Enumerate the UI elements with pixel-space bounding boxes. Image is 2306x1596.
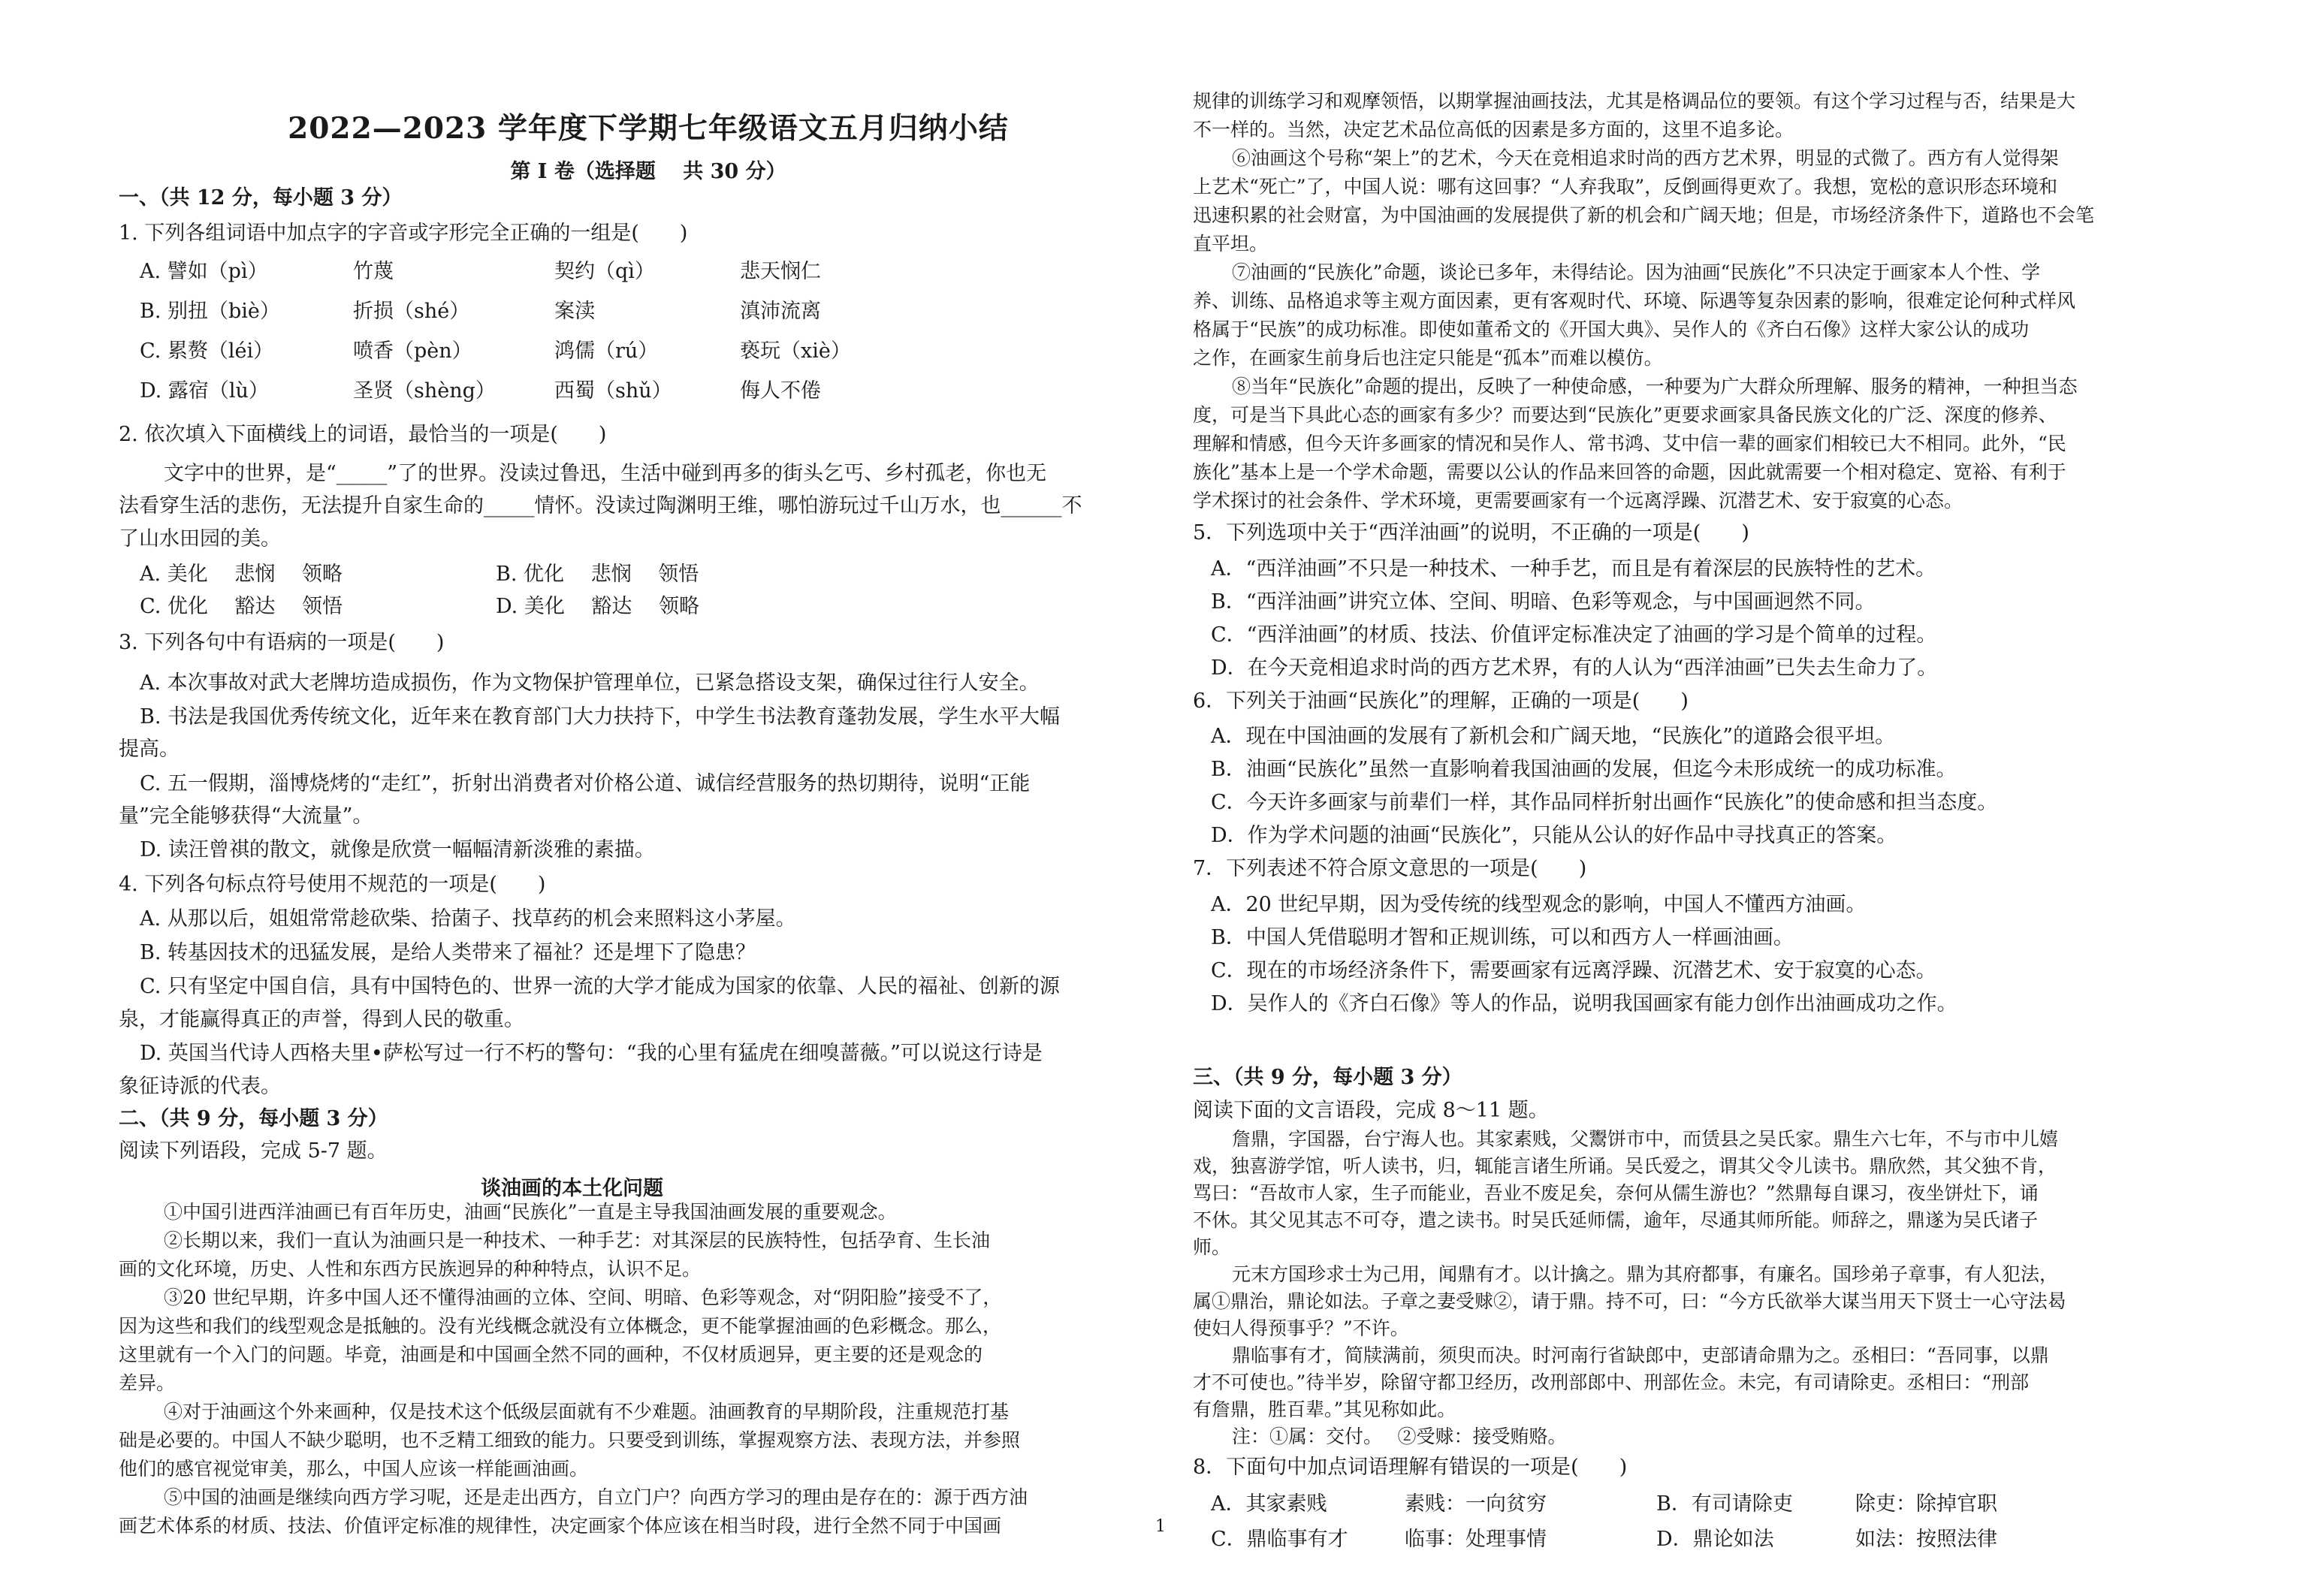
q8-option-a-meaning: 素贱：一向贫穷 (1405, 1492, 1547, 1516)
q8-option-a: A．其家素贱 (1211, 1492, 1327, 1516)
q4-option-c-line-1: C. 只有坚定中国自信，具有中国特色的、世界一流的大学才能成为国家的依靠、人民的福祉、创新的源 (140, 975, 1060, 998)
q3-option-d: D. 读汪曾祺的散文，就像是欣赏一幅幅清新淡雅的素描。 (140, 838, 655, 861)
q4-option-d-line-2: 象征诗派的代表。 (119, 1075, 281, 1098)
q8-option-d-meaning: 如法：按照法律 (1855, 1528, 1997, 1551)
question-5: 5．下列选项中关于“西洋油画”的说明，不正确的一项是( ) (1193, 521, 1749, 545)
q5-option-a: A．“西洋油画”不只是一种技术、一种手艺，而且是有着深层的民族特性的艺术。 (1211, 557, 1936, 581)
q1-option-b-2: 折损（shé） (353, 300, 470, 323)
q4-option-a: A. 从那以后，姐姐常常趁砍柴、拾菌子、找草药的机会来照料这小茅屋。 (140, 907, 796, 931)
passage-line: 师。 (1193, 1236, 1231, 1258)
footnote: 注：①属：交付。 ②受赇：接受贿赂。 (1232, 1426, 1567, 1447)
section-2-heading: 二、（共 9 分，每小题 3 分） (119, 1107, 388, 1130)
passage-line: 戏，独喜游学馆，听人读书，归，辄能言诸生所诵。吴氏爱之，谓其父令儿读书。鼎欣然，其父独不肯， (1193, 1155, 2057, 1177)
article-line: 直平坦。 (1193, 233, 1269, 255)
q1-option-d-3: 西蜀（shǔ） (554, 379, 672, 403)
q1-option-d-2: 圣贤（shèng） (353, 379, 496, 403)
q8-option-d: D．鼎论如法 (1656, 1528, 1774, 1551)
article-line: 学术探讨的社会条件、学术环境，更需要画家有一个远离浮躁、沉潜艺术、安于寂寞的心态。 (1193, 490, 1963, 511)
q4-option-d-line-1: D. 英国当代诗人西格夫里•萨松写过一行不朽的警句：“我的心里有猛虎在细嗅蔷薇。”可以说这行诗是 (140, 1042, 1043, 1065)
q3-option-b-line-1: B. 书法是我国优秀传统文化，近年来在教育部门大力扶持下，中学生书法教育蓬勃发展，学生水平大幅 (140, 705, 1061, 729)
q1-option-b-3: 案渎 (554, 300, 595, 323)
article-line: 迅速积累的社会财富，为中国油画的发展提供了新的机会和广阔天地；但是，市场经济条件下，道路也不会笔 (1193, 204, 2095, 226)
article-line: 度，可是当下具此心态的画家有多少？而要达到“民族化”更要求画家具备民族文化的广泛、深度的修养、 (1193, 404, 2057, 426)
q6-option-b: B．油画“民族化”虽然一直影响着我国油画的发展，但迄今未形成统一的成功标准。 (1211, 758, 1957, 781)
article-line: 养、训练、品格追求等主观方面因素，更有客观时代、环境、际遇等复杂因素的影响，很难定论何种式样风 (1193, 290, 2076, 312)
question-7: 7．下列表述不符合原文意思的一项是( ) (1193, 857, 1587, 880)
q2-option-a: A. 美化 悲悯 领略 (140, 563, 343, 586)
q1-option-a-2: 竹蔑 (353, 260, 394, 283)
q4-option-b: B. 转基因技术的迅猛发展，是给人类带来了福祉？还是埋下了隐患？ (140, 941, 756, 964)
article-line: 他们的感官视觉审美，那么，中国人应该一样能画油画。 (119, 1458, 589, 1480)
q3-option-a: A. 本次事故对武大老牌坊造成损伤，作为文物保护管理单位，已紧急搭设支架，确保过往行人安全。 (140, 671, 1040, 695)
article-line: ⑤中国的油画是继续向西方学习呢，还是走出西方，自立门户？向西方学习的理由是存在的：源于西方油 (164, 1486, 1028, 1508)
q2-option-b: B. 优化 悲悯 领悟 (496, 563, 699, 586)
article-line: 上艺术“死亡”了，中国人说：哪有这回事？“人弃我取”，反倒画得更欢了。我想，宽松的意识形态环境和 (1193, 176, 2058, 198)
passage-line: 才不可使也。”待半岁，除留守都卫经历，改刑部郎中、刑部佐佥。未完，有司请除吏。丞相曰：“刑部 (1193, 1371, 2030, 1393)
article-line: 础是必要的。中国人不缺少聪明，也不乏精工细致的能力。只要受到训练，掌握观察方法、表现方法，并参照 (119, 1429, 1021, 1451)
q1-option-c-2: 喷香（pèn） (353, 339, 472, 363)
q1-option-b-1: B. 别扭（biè） (140, 300, 280, 323)
page-number: 1 (1155, 1517, 1166, 1536)
article-line: 不一样的。当然，决定艺术品位高低的因素是多方面的，这里不追多论。 (1193, 119, 1794, 140)
passage-line: 鼎临事有才，简牍满前，须臾而决。时河南行省缺郎中，吏部请命鼎为之。丞相曰：“吾同事，以鼎 (1232, 1344, 2049, 1366)
article-line: ③20 世纪早期，许多中国人还不懂得油画的立体、空间、明暗、色彩等观念，对“阴阳脸”接受不了， (164, 1287, 1002, 1308)
question-3: 3. 下列各句中有语病的一项是( ) (119, 631, 445, 654)
q6-option-d: D．作为学术问题的油画“民族化”，只能从公认的好作品中寻找真正的答案。 (1211, 824, 1897, 847)
article-line: 画艺术体系的材质、技法、价值评定标准的规律性，决定画家个体应该在相当时段，进行全然不同于中国画 (119, 1515, 1002, 1537)
question-8: 8．下面句中加点词语理解有错误的一项是( ) (1193, 1456, 1628, 1479)
reading-instruction-2: 阅读下列语段，完成 5-7 题。 (119, 1139, 388, 1163)
page-title: 2022—2023 学年度下学期七年级语文五月归纳小结 (288, 111, 1009, 146)
q1-option-d-4: 侮人不倦 (740, 379, 821, 403)
question-2: 2. 依次填入下面横线上的词语，最恰当的一项是( ) (119, 423, 607, 446)
q1-option-d-1: D. 露宿（lù） (140, 379, 269, 403)
article-title: 谈油画的本土化问题 (481, 1177, 663, 1200)
question-4: 4. 下列各句标点符号使用不规范的一项是( ) (119, 873, 546, 896)
passage-line: 使妇人得预事乎？”不许。 (1193, 1317, 1409, 1339)
q5-option-c: C．“西洋油画”的材质、技法、价值评定标准决定了油画的学习是个简单的过程。 (1211, 623, 1937, 647)
q7-option-c: C．现在的市场经济条件下，需要画家有远离浮躁、沉潜艺术、安于寂寞的心态。 (1211, 959, 1936, 982)
q1-option-b-4: 滇沛流离 (740, 300, 821, 323)
q1-option-a-1: A. 譬如（pì） (140, 260, 268, 283)
article-line: 画的文化环境，历史、人性和东西方民族迥异的种种特点，认识不足。 (119, 1258, 702, 1280)
q8-option-b-meaning: 除吏：除掉官职 (1855, 1492, 1997, 1516)
q8-option-c: C．鼎临事有才 (1211, 1528, 1348, 1551)
section-1-heading: 一、（共 12 分，每小题 3 分） (119, 186, 403, 210)
article-line: 格属于“民族”的成功标准。即使如董希文的《开国大典》、吴作人的《齐白石像》这样大家公认的成功 (1193, 318, 2030, 340)
q3-option-b-line-2: 提高。 (119, 738, 180, 761)
q7-option-a: A．20 世纪早期，因为受传统的线型观念的影响，中国人不懂西方油画。 (1211, 893, 1867, 916)
article-line: 之作，在画家生前身后也注定只能是“孤本”而难以模仿。 (1193, 347, 1663, 369)
article-line: ②长期以来，我们一直认为油画只是一种技术、一种手艺：对其深层的民族特性，包括孕育、生长油 (164, 1229, 991, 1251)
passage-line: 詹鼎，字国器，台宁海人也。其家素贱，父鬻饼市中，而赁县之吴氏家。鼎生六七年，不与市中儿嬉 (1232, 1128, 2059, 1150)
q1-option-a-3: 契约（qì） (554, 260, 655, 283)
question-6: 6．下列关于油画“民族化”的理解，正确的一项是( ) (1193, 689, 1689, 713)
article-line: ⑥油画这个号称“架上”的艺术，今天在竞相追求时尚的西方艺术界，明显的式微了。西方有人觉得架 (1232, 147, 2059, 169)
q1-option-c-1: C. 累赘（léi） (140, 339, 274, 363)
q8-option-b: B．有司请除吏 (1656, 1492, 1793, 1516)
q5-option-b: B．“西洋油画”讲究立体、空间、明暗、色彩等观念，与中国画迥然不同。 (1211, 590, 1876, 614)
q5-option-d: D．在今天竞相追求时尚的西方艺术界，有的人认为“西洋油画”已失去生命力了。 (1211, 656, 1938, 680)
reading-instruction-3: 阅读下面的文言语段，完成 8～11 题。 (1193, 1099, 1549, 1122)
passage-line: 不休。其父见其志不可夺，遣之读书。时吴氏延师儒，逾年，尽通其师所能。师辞之，鼎遂为吴氏诸子 (1193, 1209, 2039, 1231)
q2-text-line-1: 文字中的世界，是“_____”了的世界。没读过鲁迅，生活中碰到再多的街头乞丐、乡村孤老，你也无 (164, 462, 1047, 485)
passage-line: 骂曰：“吾故市人家，生子而能业，吾业不废足矣，奈何从儒生游也？”然鼎每自课习，夜坐饼灶下，诵 (1193, 1182, 2039, 1204)
article-line: 理解和情感，但今天许多画家的情况和吴作人、常书鸿、艾中信一辈的画家们相较已大不相同。此外，“民 (1193, 433, 2066, 454)
passage-line: 属①鼎治，鼎论如法。子章之妻受赇②，请于鼎。持不可，曰：“今方氏欲举大谋当用天下贤士一心守法曷 (1193, 1290, 2066, 1312)
article-line: 这里就有一个入门的问题。毕竟，油画是和中国画全然不同的画种，不仅材质迥异，更主要的还是观念的 (119, 1344, 983, 1365)
article-line: 族化”基本上是一个学术命题，需要以公认的作品来回答的命题，因此就需要一个相对稳定、宽裕、有利于 (1193, 461, 2066, 483)
article-line: ④对于油画这个外来画种，仅是技术这个低级层面就有不少难题。油画教育的早期阶段，注重规范打基 (164, 1401, 1010, 1423)
q7-option-b: B．中国人凭借聪明才智和正规训练，可以和西方人一样画油画。 (1211, 926, 1794, 949)
q2-text-line-3: 了山水田园的美。 (119, 527, 281, 551)
q2-text-line-2: 法看穿生活的悲伤，无法提升自家生命的_____情怀。没读过陶渊明王维，哪怕游玩过千山万水，也______不 (119, 494, 1082, 517)
q2-option-d: D. 美化 豁达 领略 (496, 595, 700, 618)
q8-option-c-meaning: 临事：处理事情 (1405, 1528, 1547, 1551)
q6-option-c: C．今天许多画家与前辈们一样，其作品同样折射出画作“民族化”的使命感和担当态度。 (1211, 791, 1998, 814)
q1-option-c-3: 鸿儒（rú） (554, 339, 659, 363)
q7-option-d: D．吴作人的《齐白石像》等人的作品，说明我国画家有能力创作出油画成功之作。 (1211, 992, 1957, 1015)
q4-option-c-line-2: 泉，才能赢得真正的声誉，得到人民的敬重。 (119, 1008, 524, 1031)
article-line: ⑧当年“民族化”命题的提出，反映了一种使命感，一种要为广大群众所理解、服务的精神，一种担当态 (1232, 376, 2078, 397)
question-1: 1. 下列各组词语中加点字的字音或字形完全正确的一组是( ) (119, 222, 688, 245)
section-3-heading: 三、（共 9 分，每小题 3 分） (1193, 1066, 1462, 1089)
q3-option-c-line-2: 量”完全能够获得“大流量”。 (119, 804, 373, 828)
volume-heading: 第 I 卷（选择题 共 30 分） (510, 160, 786, 183)
q6-option-a: A．现在中国油画的发展有了新机会和广阔天地，“民族化”的道路会很平坦。 (1211, 725, 1896, 748)
q3-option-c-line-1: C. 五一假期，淄博烧烤的“走红”，折射出消费者对价格公道、诚信经营服务的热切期待，说明“正能 (140, 772, 1031, 795)
passage-line: 元末方国珍求士为己用，闻鼎有才。以计擒之。鼎为其府都事，有廉名。国珍弟子章事，有人犯法， (1232, 1263, 2059, 1285)
q1-option-c-4: 亵玩（xiè） (740, 339, 851, 363)
article-line: 因为这些和我们的线型观念是抵触的。没有光线概念就没有立体概念，更不能掌握油画的色彩概念。那么， (119, 1315, 1002, 1337)
article-line: ①中国引进西洋油画已有百年历史，油画“民族化”一直是主导我国油画发展的重要观念。 (164, 1201, 897, 1223)
article-line: 差异。 (119, 1372, 176, 1394)
article-line: 规律的训练学习和观摩领悟，以期掌握油画技法，尤其是格调品位的要领。有这个学习过程与否，结果是大 (1193, 90, 2076, 112)
passage-line: 有詹鼎，胜百辈。”其见称如此。 (1193, 1398, 1456, 1420)
q1-option-a-4: 悲天悯仁 (740, 260, 821, 283)
article-line: ⑦油画的“民族化”命题，谈论已多年，未得结论。因为油画“民族化”不只决定于画家本人个性、学 (1232, 261, 2041, 283)
q2-option-c: C. 优化 豁达 领悟 (140, 595, 343, 618)
